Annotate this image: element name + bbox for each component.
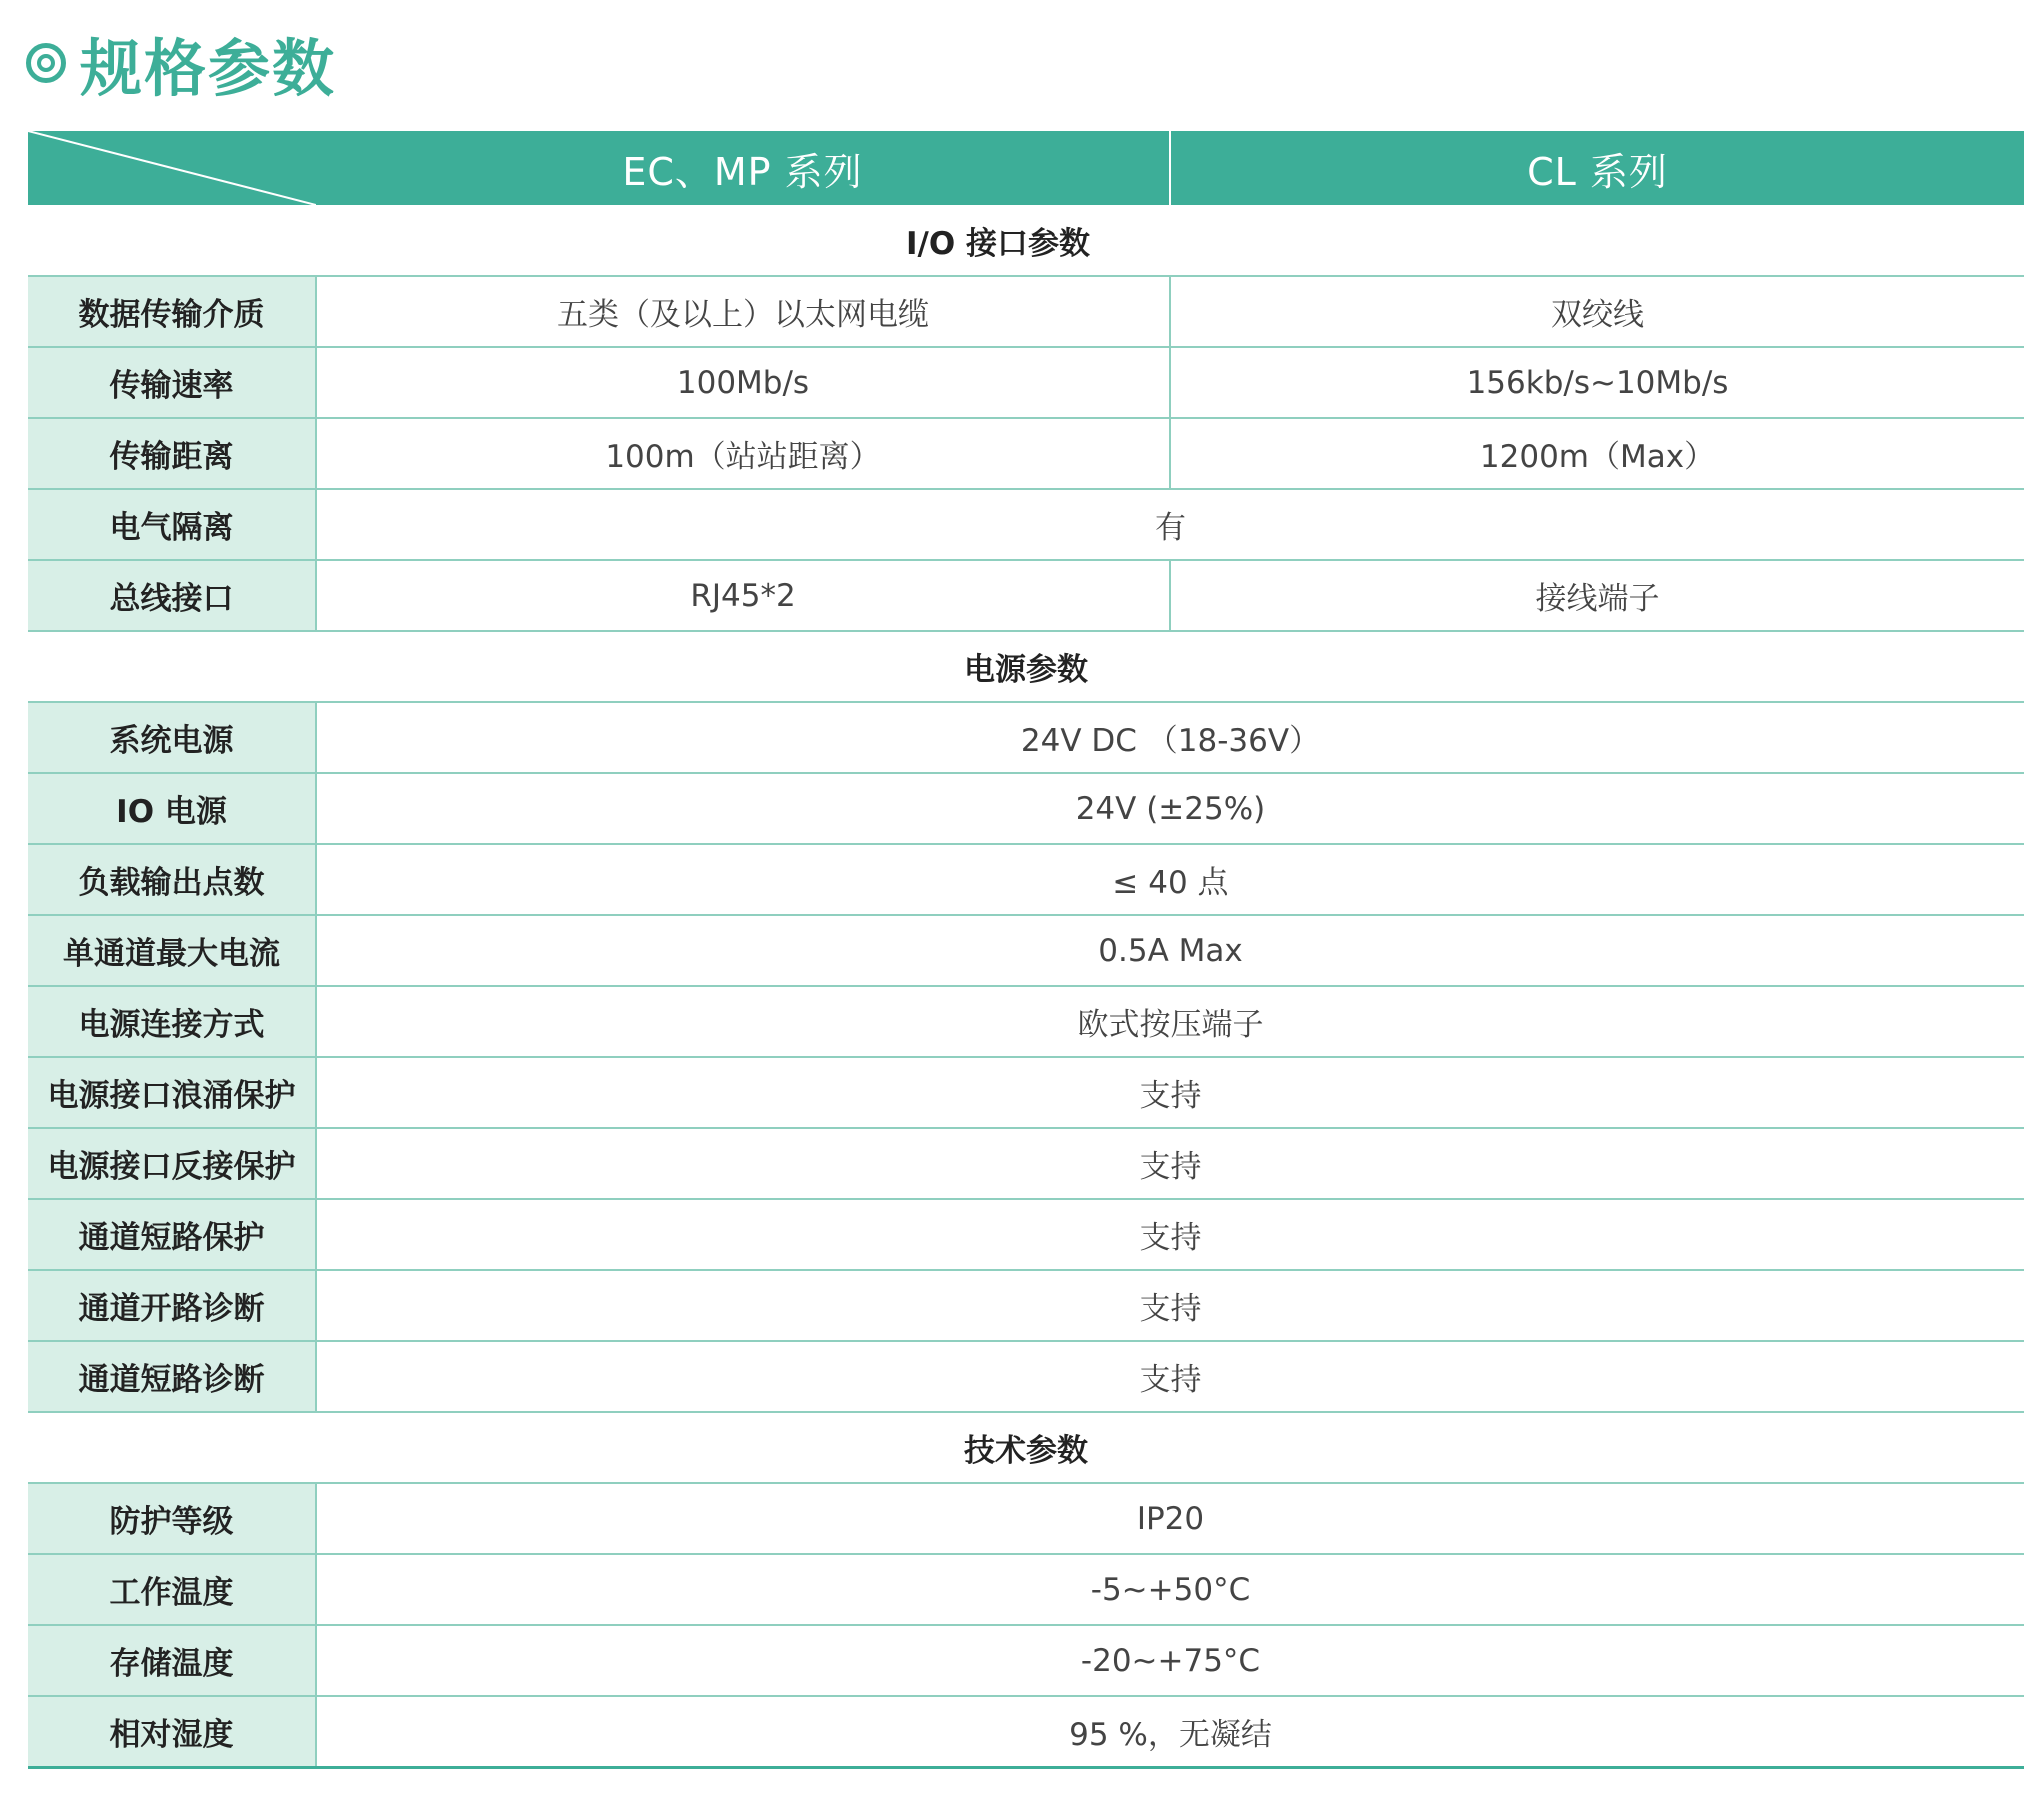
- section-header-row: [28, 631, 2024, 702]
- table-row: [28, 489, 2024, 560]
- row-label: 传输速率: [28, 347, 316, 418]
- section-title: 电源参数: [964, 652, 1088, 688]
- row-value: 支持: [316, 1270, 2024, 1341]
- row-value: 双绞线: [1170, 276, 2024, 347]
- row-value: 欧式按压端子: [316, 986, 2024, 1057]
- row-label: 电气隔离: [28, 489, 316, 560]
- table-row: [28, 1696, 2024, 1767]
- table-row: [28, 1270, 2024, 1341]
- table-row: [28, 1554, 2024, 1625]
- row-label: 系统电源: [28, 702, 316, 773]
- row-label: 电源接口浪涌保护: [28, 1057, 316, 1128]
- column-header: CL 系列: [1170, 131, 2024, 205]
- table-row: [28, 1199, 2024, 1270]
- row-label: IO 电源: [28, 773, 316, 844]
- table-row: [28, 418, 2024, 489]
- section-header-cell: [28, 631, 2024, 702]
- table-row: [28, 347, 2024, 418]
- row-label: 负载输出点数: [28, 844, 316, 915]
- table-row: [28, 702, 2024, 773]
- row-value: 接线端子: [1170, 560, 2024, 631]
- row-label: 数据传输介质: [28, 276, 316, 347]
- row-value: 100m（站站距离）: [316, 418, 1170, 489]
- row-value: ≤ 40 点: [316, 844, 2024, 915]
- section-header-cell: [28, 205, 2024, 276]
- header-corner-cell: [28, 131, 316, 205]
- table-row: [28, 1341, 2024, 1412]
- table-row: [28, 1057, 2024, 1128]
- page-title-text: 规格参数: [80, 31, 337, 105]
- row-value: 有: [316, 489, 2024, 560]
- row-value: RJ45*2: [316, 560, 1170, 631]
- row-label: 电源接口反接保护: [28, 1128, 316, 1199]
- section-title: I/O 接口参数: [906, 225, 1091, 262]
- row-value: 24V (±25%): [316, 773, 2024, 844]
- row-label: 存储温度: [28, 1625, 316, 1696]
- row-value: 156kb/s~10Mb/s: [1170, 347, 2024, 418]
- row-label: 通道短路诊断: [28, 1341, 316, 1412]
- table-row: [28, 1128, 2024, 1199]
- spec-table: [28, 131, 2024, 1769]
- column-header: EC、MP 系列: [316, 131, 1170, 205]
- row-label: 工作温度: [28, 1554, 316, 1625]
- table-header-row: [28, 131, 2024, 205]
- row-value: 1200m（Max）: [1170, 418, 2024, 489]
- row-value: -5~+50°C: [316, 1554, 2024, 1625]
- row-label: 通道短路保护: [28, 1199, 316, 1270]
- row-value: 五类（及以上）以太网电缆: [316, 276, 1170, 347]
- row-value: 支持: [316, 1057, 2024, 1128]
- row-label: 通道开路诊断: [28, 1270, 316, 1341]
- section-header-row: [28, 205, 2024, 276]
- page-title: [26, 18, 336, 108]
- row-label: 电源连接方式: [28, 986, 316, 1057]
- table-row: [28, 844, 2024, 915]
- table-row: [28, 986, 2024, 1057]
- section-title: 技术参数: [964, 1433, 1088, 1469]
- table-row: [28, 1625, 2024, 1696]
- row-label: 总线接口: [28, 560, 316, 631]
- table-row: [28, 915, 2024, 986]
- row-label: 防护等级: [28, 1483, 316, 1554]
- row-value: 24V DC （18-36V）: [316, 702, 2024, 773]
- section-header-row: [28, 1412, 2024, 1483]
- section-header-cell: [28, 1412, 2024, 1483]
- diagonal-divider: [28, 131, 316, 205]
- row-value: 支持: [316, 1128, 2024, 1199]
- row-value: 0.5A Max: [316, 915, 2024, 986]
- row-label: 单通道最大电流: [28, 915, 316, 986]
- table-row: [28, 1483, 2024, 1554]
- row-value: -20~+75°C: [316, 1625, 2024, 1696]
- table-row: [28, 560, 2024, 631]
- row-value: 95 %，无凝结: [316, 1696, 2024, 1767]
- row-value: 支持: [316, 1341, 2024, 1412]
- row-value: IP20: [316, 1483, 2024, 1554]
- row-value: 支持: [316, 1199, 2024, 1270]
- double-circle-icon: [26, 43, 66, 83]
- table-row: [28, 773, 2024, 844]
- row-label: 相对湿度: [28, 1696, 316, 1767]
- row-value: 100Mb/s: [316, 347, 1170, 418]
- table-row: [28, 276, 2024, 347]
- row-label: 传输距离: [28, 418, 316, 489]
